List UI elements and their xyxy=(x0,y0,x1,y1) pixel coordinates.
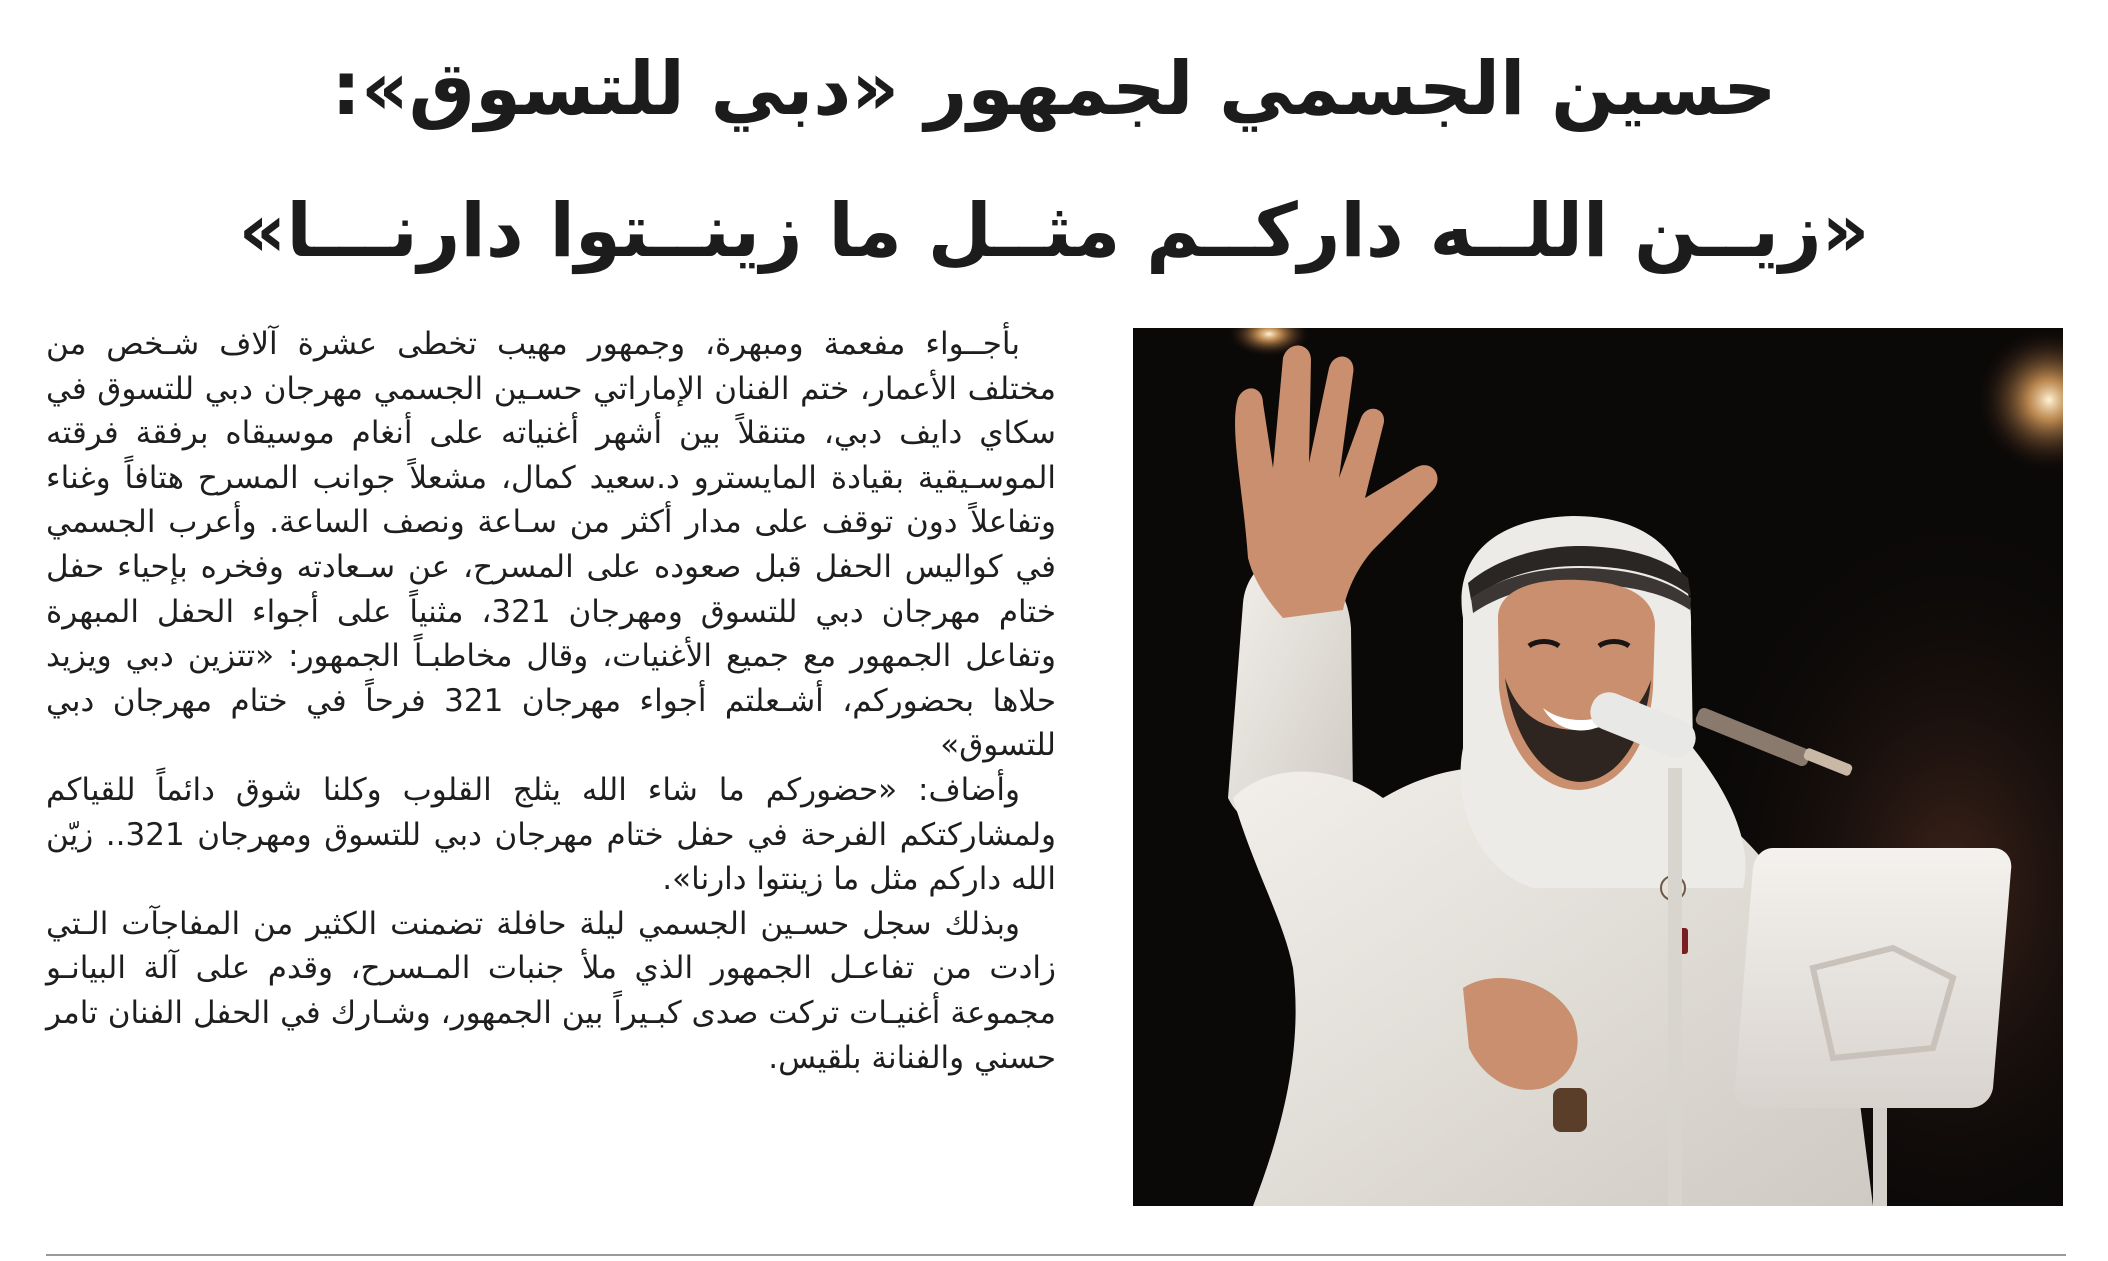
article-paragraph-1: بأجــواء مفعمة ومبهرة، وجمهور مهيب تخطى عشرة آلاف شـخص من مختلف الأعمار، ختم الفنان الإماراتي حسـين الجسمي مهرجان دبي للتسوق في سكاي دايف دبي، متنقلاً بين أشهر أغنياته على أنغام موسيقاه برفقة فرقته الموسـيقية بقيادة المايسترو د.سعيد كمال، مشعلاً جوانب المسرح هتافاً وغناء وتفاعلاً دون توقف على مدار أكثر من سـاعة ونصف الساعة. وأعرب الجسمي في كواليس الحفل قبل صعوده على المسرح، عن سـعادته وفخره بإحياء حفل ختام مهرجان دبي للتسوق ومهرجان 321، مثنياً على أجواء الحفل المبهرة وتفاعل الجمهور مع جميع الأغنيات، وقال مخاطبـاً الجمهور: «تتزين دبي ويزيد حلاها بحضوركم، أشـعلتم أجواء مهرجان 321 فرحاً في ختام مهرجان دبي للتسوق» xyxy=(46,326,1057,764)
article-body xyxy=(46,322,1056,1222)
page-divider xyxy=(46,1254,2066,1256)
headline xyxy=(180,18,1928,302)
article-paragraph-3: وبذلك سجل حسـين الجسمي ليلة حافلة تضمنت الكثير من المفاجآت الـتي زادت من تفاعـل الجمهور الذي ملأ جنبات المـسرح، وقدم على آلة البيانـو مجموعة أغنيـات تركت صدى كبـيراً بين الجمهور، وشـارك في الحفل الفنان تامر حسني والفنانة بلقيس. xyxy=(46,905,1056,1076)
headline-line-2: «زيــن اللــه داركــم مثــل ما زينــتوا دارنـــا» xyxy=(238,188,1870,274)
headline-line-1: حسين الجسمي لجمهور «دبي للتسوق»: xyxy=(331,46,1777,132)
performer-photo xyxy=(1133,328,2063,1206)
article-paragraph-2: وأضاف: «حضوركم ما شاء الله يثلج القلوب وكلنا شوق دائماً للقياكم ولمشاركتكم الفرحة في حفل ختام مهرجان دبي للتسوق ومهرجان 321.. زيّن الله داركم مثل ما زينتوا دارنا». xyxy=(46,771,1056,898)
